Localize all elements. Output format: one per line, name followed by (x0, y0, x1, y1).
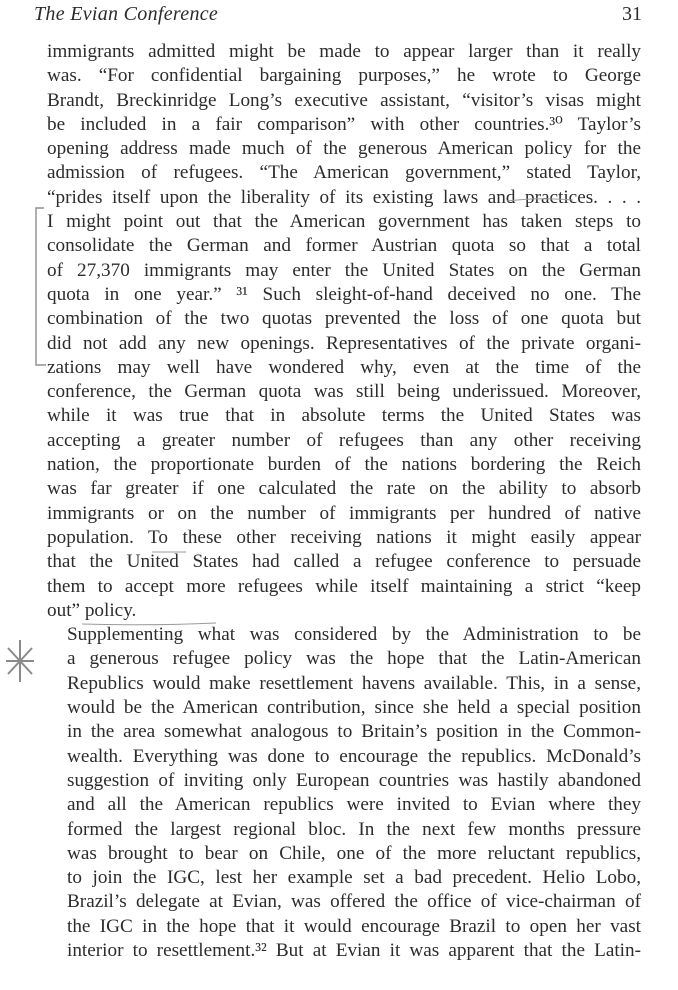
text-line: wealth. Everything was done to encourage the republics. McDonald’s (67, 745, 641, 767)
page-number: 31 (622, 3, 642, 25)
text-line: immigrants admitted might be made to appear larger than it really (47, 41, 641, 62)
running-title: The Evian Conference (34, 3, 219, 25)
text-line: formed the largest regional bloc. In the next few months pressure (67, 818, 641, 840)
text-line: in the area somewhat analogous to Britain’s position in the Common- (67, 721, 641, 743)
text-line: consolidate the German and former Austrian quota so that a total (47, 235, 641, 257)
text-line: quota in one year.” ³¹ Such sleight-of-hand deceived no one. The (47, 283, 641, 305)
text-line: while it was true that in absolute terms the United States was (47, 405, 641, 427)
asterisk-margin-mark (2, 636, 38, 686)
text-line: accepting a greater number of refugees than any other receiving (47, 429, 641, 451)
text-line: and all the American republics were invited to Evian where they (67, 794, 641, 816)
text-line: Brandt, Breckinridge Long’s executive assistant, “visitor’s visas might (47, 89, 641, 111)
paragraph-1 (47, 40, 641, 623)
text-line: be included in a fair comparison” with other countries.³⁰ Taylor’s (47, 113, 641, 135)
text-line: I might point out that the American government has taken steps to (47, 211, 641, 233)
text-line: of 27,370 immigrants may enter the United States on the German (47, 259, 641, 281)
text-line: conference, the German quota was still being underissued. Moreover, (47, 381, 641, 403)
text-line: was far greater if one calculated the rate on the ability to absorb (47, 478, 641, 500)
text-line: “prides itself upon the liberality of its existing laws and practices. . . . (47, 186, 641, 208)
text-line: did not add any new openings. Representatives of the private organi- (47, 332, 641, 354)
paragraph-2 (47, 623, 641, 963)
text-line: combination of the two quotas prevented the loss of one quota but (47, 308, 641, 330)
text-line: Brazil’s delegate at Evian, was offered the office of vice-chairman of (67, 891, 641, 913)
text-line: to join the IGC, lest her example set a bad precedent. Helio Lobo, (67, 867, 641, 889)
text-line: nation, the proportionate burden of the nations bordering the Reich (47, 454, 641, 476)
text-line: was. “For confidential bargaining purposes,” he wrote to George (47, 65, 641, 87)
text-line: the IGC in the hope that it would encourage Brazil to open her vast (67, 915, 641, 937)
text-line: opening address made much of the generous American policy for the (47, 138, 641, 160)
text-line: zations may well have wondered why, even at the time of the (47, 356, 641, 378)
text-line: a generous refugee policy was the hope that the Latin-American (67, 648, 641, 670)
body-text (47, 40, 641, 963)
text-line: admission of refugees. “The American government,” stated Taylor, (47, 162, 641, 184)
text-line: Republics would make resettlement havens available. This, in a sense, (67, 672, 641, 694)
text-line: interior to resettlement.³² But at Evian it was apparent that the Latin- (67, 939, 641, 961)
page-header (34, 3, 642, 31)
text-line: was brought to bear on Chile, one of the more reluctant republics, (67, 842, 641, 864)
text-line: population. To these other receiving nations it might easily appear (47, 526, 641, 548)
text-line: suggestion of inviting only European countries was hastily abandoned (67, 769, 641, 791)
text-line: out” policy. (47, 599, 137, 621)
text-line: immigrants or on the number of immigrants per hundred of native (47, 502, 641, 524)
text-line: them to accept more refugees while itself maintaining a strict “keep (47, 575, 641, 597)
text-line: that the United States had called a refugee conference to persuade (47, 551, 641, 573)
text-line: Supplementing what was considered by the Administration to be (67, 624, 641, 646)
text-line: would be the American contribution, since she held a special position (67, 697, 641, 719)
